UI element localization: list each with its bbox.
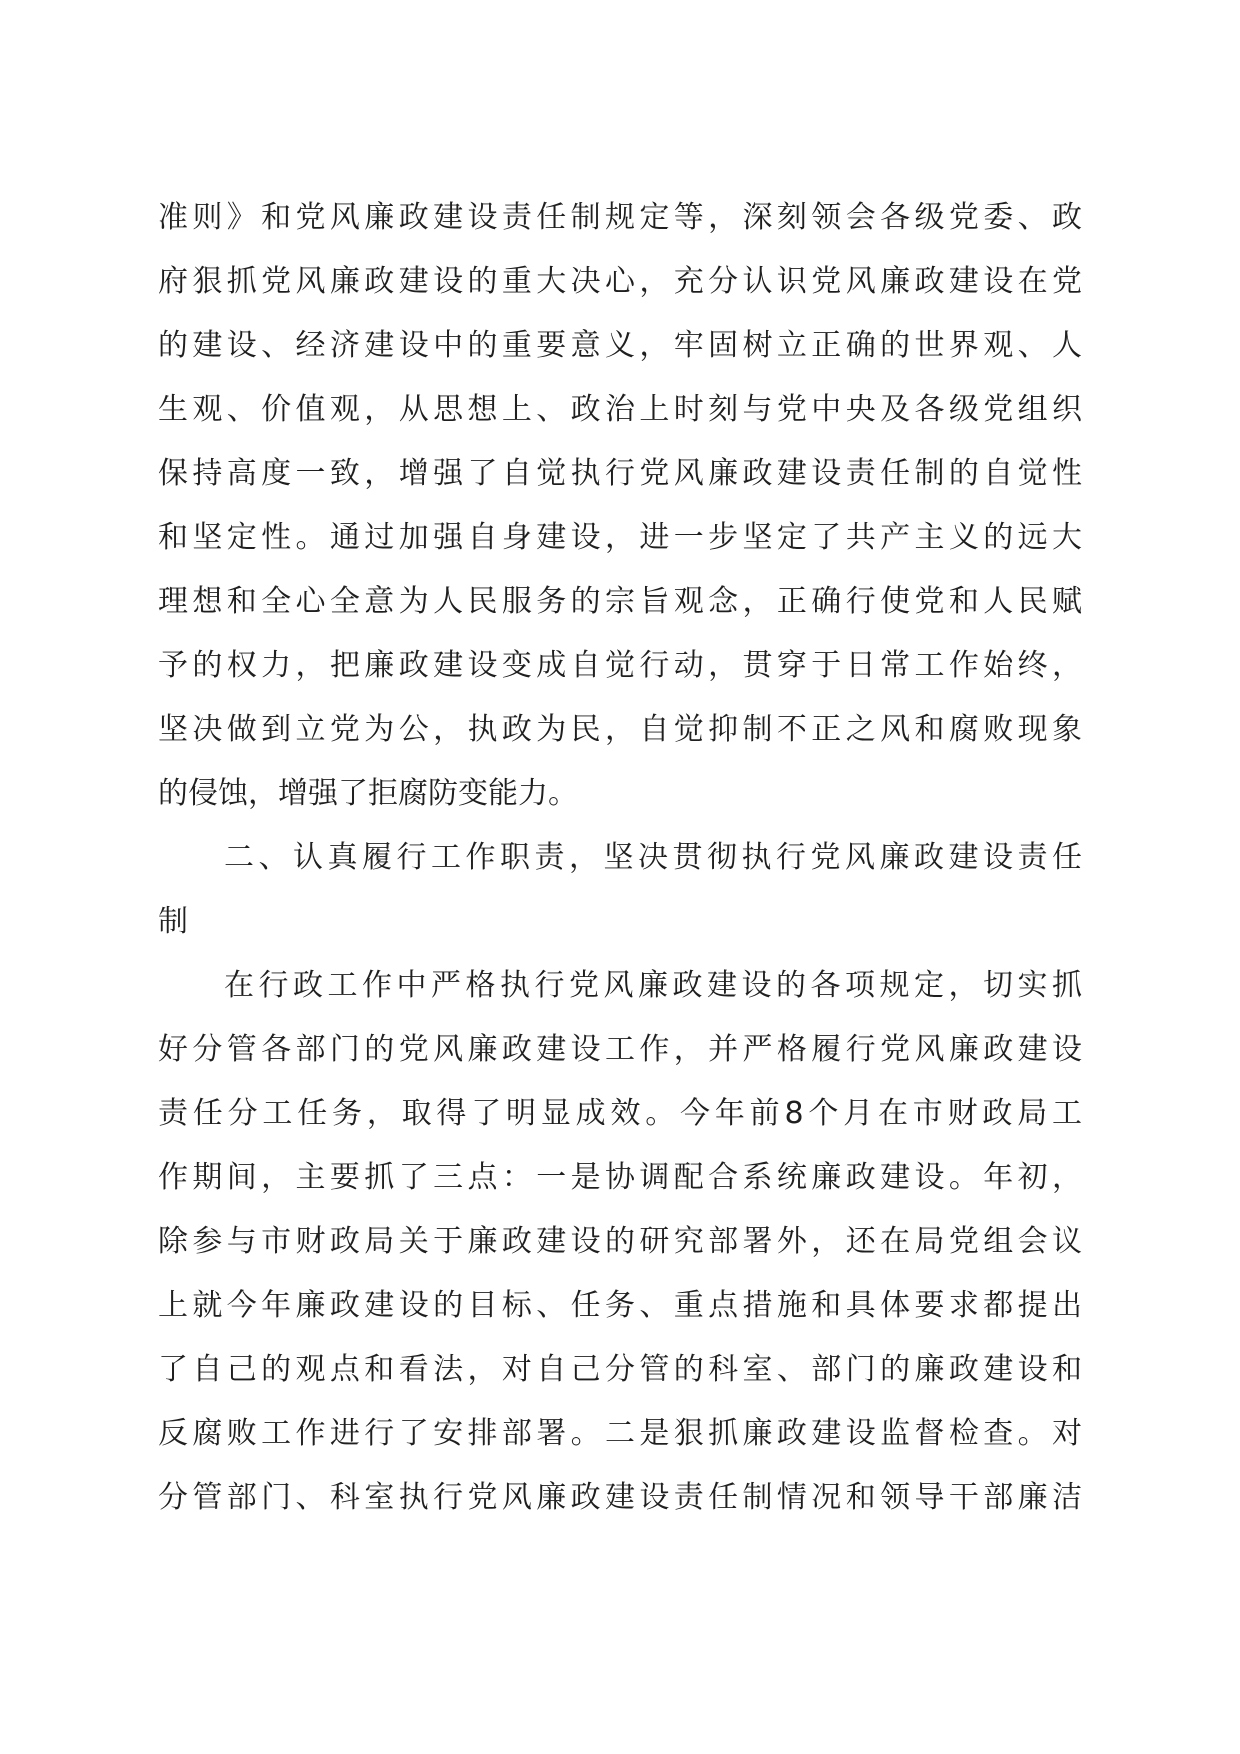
heading-line: 制: [158, 904, 188, 939]
document-body: [158, 186, 1082, 1530]
text-line: 府狠抓党风廉政建设的重大决心，充分认识党风廉政建设在党: [158, 264, 1082, 299]
section-heading: [158, 826, 1082, 954]
text-line: 除参与市财政局关于廉政建设的研究部署外，还在局党组会议: [158, 1224, 1082, 1259]
text-line: 反腐败工作进行了安排部署。二是狠抓廉政建设监督检查。对: [158, 1416, 1082, 1451]
text-line: 的建设、经济建设中的重要意义，牢固树立正确的世界观、人: [158, 328, 1082, 363]
text-line: 责任分工任务，取得了明显成效。今年前8个月在市财政局工: [158, 1096, 1082, 1131]
text-line: 和坚定性。通过加强自身建设，进一步坚定了共产主义的远大: [158, 520, 1082, 555]
paragraph-section2: [158, 954, 1082, 1530]
text-line: 保持高度一致，增强了自觉执行党风廉政建设责任制的自觉性: [158, 456, 1082, 491]
text-line: 好分管各部门的党风廉政建设工作，并严格履行党风廉政建设: [158, 1032, 1082, 1067]
text-line: 在行政工作中严格执行党风廉政建设的各项规定，切实抓: [224, 968, 1082, 1003]
paragraph-continued: [158, 186, 1082, 826]
text-line: 作期间，主要抓了三点：一是协调配合系统廉政建设。年初，: [158, 1160, 1082, 1195]
text-line: 了自己的观点和看法，对自己分管的科室、部门的廉政建设和: [158, 1352, 1082, 1387]
text-line: 的侵蚀，增强了拒腐防变能力。: [158, 776, 578, 811]
text-line: 生观、价值观，从思想上、政治上时刻与党中央及各级党组织: [158, 392, 1082, 427]
text-line: 上就今年廉政建设的目标、任务、重点措施和具体要求都提出: [158, 1288, 1082, 1323]
text-line: 坚决做到立党为公，执政为民，自觉抑制不正之风和腐败现象: [158, 712, 1082, 747]
text-line: 予的权力，把廉政建设变成自觉行动，贯穿于日常工作始终，: [158, 648, 1082, 683]
text-line: 分管部门、科室执行党风廉政建设责任制情况和领导干部廉洁: [158, 1480, 1082, 1515]
heading-line: 二、认真履行工作职责，坚决贯彻执行党风廉政建设责任: [224, 840, 1082, 875]
text-line: 理想和全心全意为人民服务的宗旨观念，正确行使党和人民赋: [158, 584, 1082, 619]
text-line: 准则》和党风廉政建设责任制规定等，深刻领会各级党委、政: [158, 200, 1082, 235]
